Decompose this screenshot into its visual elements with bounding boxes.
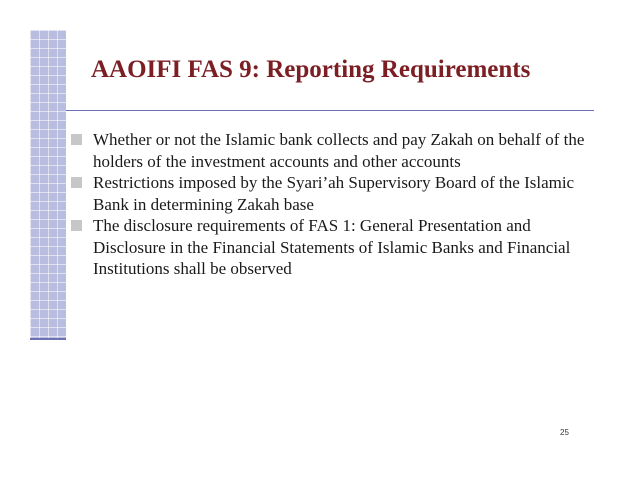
square-bullet-icon bbox=[71, 220, 82, 231]
bullet-text: Whether or not the Islamic bank collects and pay Zakah on behalf of the holders of the investment accounts and other accounts bbox=[93, 130, 585, 171]
bullet-text: The disclosure requirements of FAS 1: General Presentation and Disclosure in the Financial Statements of Islamic Banks and Financial Institutions shall be observed bbox=[93, 216, 571, 278]
bullet-item bbox=[70, 215, 590, 280]
bullet-item bbox=[70, 129, 590, 172]
square-bullet-icon bbox=[71, 177, 82, 188]
decorative-side-rule bbox=[30, 338, 66, 340]
title-underline-rule bbox=[66, 110, 594, 111]
square-bullet-icon bbox=[71, 134, 82, 145]
bullet-item bbox=[70, 172, 590, 215]
decorative-side-grid bbox=[30, 30, 66, 338]
bullet-list bbox=[70, 129, 590, 280]
slide-title: AAOIFI FAS 9: Reporting Requirements bbox=[91, 56, 531, 83]
page-number: 25 bbox=[560, 428, 569, 437]
bullet-text: Restrictions imposed by the Syari’ah Supervisory Board of the Islamic Bank in determining Zakah base bbox=[93, 173, 575, 214]
